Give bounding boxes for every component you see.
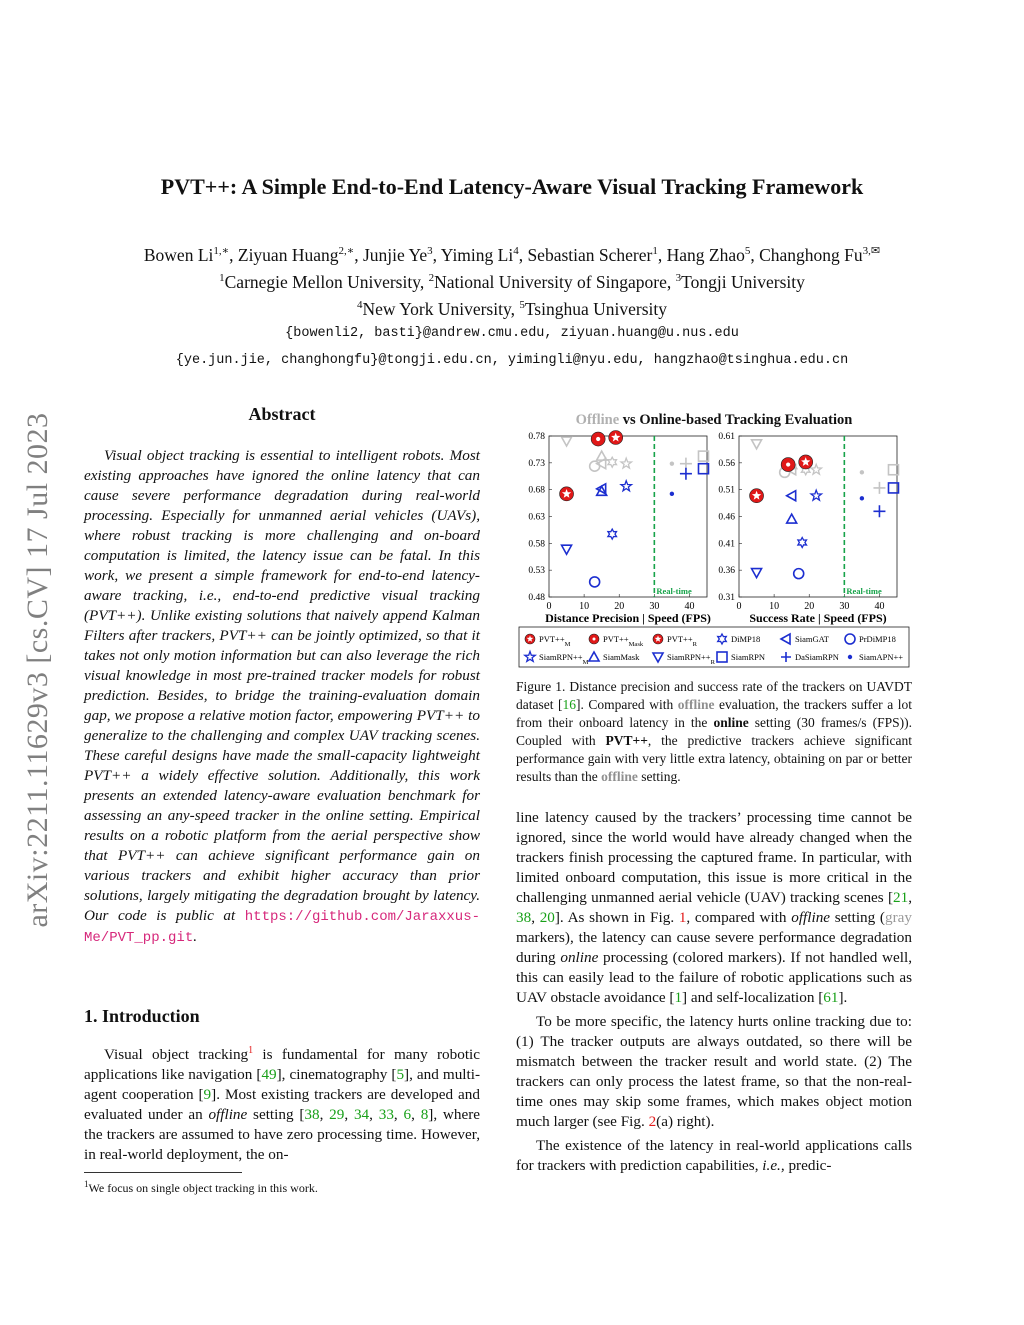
figure-legend [525,634,903,666]
body-text: ]. As shown in Fig. [554,909,679,926]
abstract-body: Visual object tracking is essential to intelligent robots. Most existing approaches have ignored the online latency that can cause severe performance degradation during real-world processing. Especially for unmanned aerial vehicles (UAVs), where robust tracking is more challenging and on-board computation is limited, the latency issue can be fatal. In this work, we present a simple framework for end-to-end latency-aware tracking, i.e., end-to-end predictive visual tracking (PVT++). Unlike existing solutions that naively append Kalman Filters after trackers, PVT++ can be jointly optimized, so that it takes not only motion information but can also leverage the rich visual knowledge in most pre-trained tracker models for robust prediction. Besides, to bridge the training-evaluation domain gap, we propose a relative motion factor, empowering PVT++ to generalize to the challenging and complex UAV tracking scenes. These careful designs have made the small-capacity lightweight PVT++ a widely effective solution. Additionally, this work presents an extended latency-aware evaluation benchmark for assessing an any-speed tracker in the online setting. Empirical results on a robotic platform from the aerial perspective show that PVT++ can achieve significant performance gain on various trackers and exhibit higher accuracy than prior solutions, largely mitigating the degradation brought by latency. Our code is public at [84,447,480,924]
x-tick-label: 10 [579,601,590,612]
legend-marker [717,652,727,662]
legend-label: $PVT++_M$ [539,634,571,648]
figure-1-plot [516,408,912,668]
legend-marker [653,653,663,662]
body-text: The existence of the latency in real-world applications calls for trackers with prediction capabilities, [516,1137,912,1174]
legend-label: SiamGAT [795,634,829,644]
affiliation-name: Tongji University [681,271,805,292]
caption-text: setting. [637,769,681,784]
legend-label: SiamAPN++ [859,652,904,662]
arxiv-id: arXiv:2211.11629v3 [cs.CV] 17 Jul 2023 [21,412,54,928]
citation[interactable]: 34 [353,1106,370,1124]
citation[interactable]: 16 [562,697,577,712]
online-marker-inner [786,462,790,466]
intro-paragraph: Visual object tracking$^1$ is fundamental for many robotic applications like navigation [49], cinematography [5], and multi-agent cooperation [9]. Most existing trackers are developed and evaluated under an offline setting [38, 29, 34, 33, 6, 8], where the trackers are assumed to have zero processing time. However, in real-world deployment, the on- [84,1045,481,1164]
caption-text: setting (30 frames/s (FPS)). Coupled with [516,715,912,748]
citation[interactable]: 6 [403,1106,412,1124]
y-tick-label: 0.48 [528,593,545,603]
section-heading-introduction: 1. Introduction [84,1006,200,1026]
figure-title-rest: vs Online-based Tracking Evaluation [619,412,853,428]
intro-text: ], and multi-agent cooperation [ [84,1066,481,1104]
legend-marker [589,652,599,661]
caption-text: evaluation, the trackers suffer a lot from their onboard latency in the [516,697,912,730]
citation[interactable]: 33 [378,1106,394,1124]
x-tick-label: 10 [769,601,780,612]
figure-title [576,412,853,428]
body-text: ]. [838,989,848,1006]
realtime-label: Real-time [656,586,692,596]
y-tick-label: 0.53 [528,566,545,577]
legend-marker [525,652,535,662]
code-link[interactable]: https://github.com/Jaraxxus-Me/PVT_pp.git [84,909,481,946]
legend-label: SiamMask [603,652,640,662]
plot-area [549,436,707,597]
x-tick-label: 30 [839,601,850,612]
body-emph: online [560,949,599,966]
y-tick-label: 0.78 [528,432,545,442]
legend-label: SiamRPN [731,652,766,662]
body-gray-word: gray [885,909,912,926]
legend-label: $PVT++_{Mask}$ [603,634,644,648]
citation[interactable]: 5 [396,1066,405,1084]
x-tick-label: 0 [546,601,552,612]
citation[interactable]: 1 [674,989,683,1006]
affiliation-name: New York University [362,298,511,319]
x-tick-label: 20 [804,601,815,612]
body-text: ] and self-localization [ [682,989,824,1006]
figure-title-offline: Offline [575,412,620,428]
legend-label: DaSiamRPN [795,652,839,662]
affiliation-mark: 5 [519,298,525,311]
online-marker [860,496,864,500]
affiliation-mark: 2 [428,271,435,284]
y-tick-label: 0.58 [528,539,545,550]
legend-label: DiMP18 [731,634,761,644]
citation[interactable]: 38 [516,909,532,926]
legend-sub: R [692,641,697,648]
x-axis-label: Success Rate | Speed (FPS) [749,611,887,625]
footnote [84,1179,480,1196]
y-tick-label: 0.41 [718,539,735,550]
affiliation-mark: 4 [513,245,519,257]
legend-marker [848,655,852,659]
body-text: line latency caused by the trackers’ processing time cannot be ignored, since the world would have already changed when the trackers finish processing the captured frame. In particular, with limited onboard computation, this issue is more critical in the challenging unmanned aerial vehicle (UAV) tracking scenes [ [516,809,912,906]
author-name: Changhong Fu [759,244,863,265]
y-tick-label: 0.51 [718,485,735,496]
figure-ref[interactable]: 2 [648,1113,657,1130]
affiliation-mark: 1 [219,271,225,284]
legend-marker [781,634,790,644]
x-tick-label: 30 [649,601,660,612]
affiliation-line-2: $^4$New York University, $^5$Tsinghua University [356,298,668,319]
legend-label: $SiamRPN++_M$ [539,652,589,666]
caption-offline: offline [677,697,715,712]
caption-offline: offline [601,769,638,784]
y-tick-label: 0.46 [718,512,735,523]
author-name: Ziyuan Huang [237,244,339,265]
body-text: processing (colored markers). If not handled well, this can easily lead to the failure of robotic applications such as UAV obstacle avoidance [ [516,949,912,1006]
citation[interactable]: 29 [329,1106,345,1124]
x-tick-label: 0 [736,601,742,612]
figure-1 [516,408,912,668]
affiliation-mark: 5 [744,245,751,257]
affiliation-mark: 3 [427,245,433,257]
body-text: To be more specific, the latency hurts online tracking due to: (1) The tracker outputs are always outdated, so there will be mismatch between the tracker result and world state. (2) The trackers can only process the latest frame, so that the non-real-time ones may skip some frames, which makes object motion much larger (see Fig. [516,1013,912,1130]
online-marker-inner [596,437,600,441]
intro-text: setting [ [247,1106,305,1124]
author-block [0,240,1024,372]
panel-distance-precision [528,431,711,625]
legend-label: $PVT++_R$ [667,634,697,648]
citation[interactable]: 20 [539,909,555,926]
email-line-2: {ye.jun.jie, changhongfu}@tongji.edu.cn, yimingli@nyu.edu, hangzhao@tsinghua.edu.cn [175,353,849,369]
y-tick-label: 0.68 [528,485,545,496]
y-tick-label: 0.31 [718,593,735,603]
author-line: Bowen $Li^{1,∗}$, Ziyuan Huang$^{2,∗}$, Junjie Ye$^3$, Yiming Li$^4$, Sebastian Scherer$^1$, Hang Zhao$^5$, Changhong $Fu^{3,✉}$ [143,244,881,265]
paper-title: PVT++: A Simple End-to-End Latency-Aware Visual Tracking Framework [160,174,864,199]
caption-pvt: PVT++ [605,733,648,748]
affiliation-mark: 4 [356,298,363,311]
body-text: setting ( [830,909,885,926]
citation[interactable]: 49 [261,1066,277,1084]
x-tick-label: 40 [684,601,695,612]
legend-marker [718,634,727,644]
caption-online: online [713,715,749,730]
legend-marker [781,652,791,662]
affiliation-mark: 1 [652,245,658,257]
affiliation-mark: 2,∗ [338,245,355,257]
body-text: (a) right). [656,1113,715,1130]
body-text: , compared with [686,909,792,926]
footnote-ref[interactable]: 1 [248,1045,254,1056]
legend-marker [845,634,855,644]
citation[interactable]: 38 [304,1106,320,1124]
panel-success-rate [718,432,898,625]
legend-sub: R [710,659,715,666]
citation[interactable]: 8 [420,1106,429,1124]
intro-text: ]. Most existing trackers are developed and evaluated under an [84,1086,480,1124]
realtime-label: Real-time [846,586,882,596]
y-tick-label: 0.63 [528,512,545,523]
citation[interactable]: 9 [203,1086,212,1104]
body-emph: offline [791,909,831,926]
body-emph: i.e., [762,1157,785,1174]
legend-marker-inner [593,638,596,641]
legend-label: PrDiMP18 [859,634,896,644]
affiliation-name: Carnegie Mellon University [224,271,420,292]
caption-text: , the predictive trackers achieve significant performance gain with very little extra latency, obtaining on par or better results than the [516,733,912,784]
author-name: Junjie Ye [362,244,428,265]
offline-marker [860,470,864,474]
intro-emph: offline [208,1106,248,1124]
arxiv-stamp [18,360,58,980]
email-line-1: {bowenli2, basti}@andrew.cmu.edu, ziyuan.huang@u.nus.edu [285,326,739,342]
author-name: Bowen Li [143,244,214,265]
figure-caption [516,678,912,786]
legend-sub: M [582,659,589,666]
affiliation-mark: 3 [675,271,682,284]
intro-text: Visual object tracking [104,1046,249,1064]
online-marker [670,492,674,496]
right-column-text: line latency caused by the trackers’ processing time cannot be ignored, since the world would have already changed when the trackers finish processing the captured frame. In particular, with limited onboard computation, this issue is more critical in the challenging unmanned aerial vehicle (UAV) tracking scenes [21, 38, 20]. As shown in Fig. 1, compared with offline setting (gray markers), the latency can cause severe performance degradation during online processing (colored markers). If not handled well, this can easily lead to the failure of robotic applications such as UAV obstacle avoidance [1] and self-localization [61]. To be more specific, the latency hurts online tracking due to: (1) The tracker outputs are always outdated, so there will be mismatch between the tracker result and world state. (2) The trackers can only process the latest frame, so that the non-real-time ones may skip some frames, which makes object motion much larger (see Fig. 2(a) right). The existence of the latency in real-world applications calls for trackers with prediction capabilities, i.e., predic- [516,809,912,1174]
intro-text: ], cinematography [ [276,1066,397,1084]
legend-sub: Mask [628,641,644,648]
caption-text: ]. Compared with [576,697,678,712]
author-name: Sebastian Scherer [527,244,653,265]
intro-text: is fundamental for many robotic applications like navigation [ [84,1046,481,1084]
author-name: Hang Zhao [666,244,745,265]
affiliation-line-1: $^1$Carnegie Mellon University, $^2$National University of Singapore, $^3$Tongji University [219,271,805,292]
footnote-mark: 1 [84,1179,89,1189]
abstract-heading: Abstract [248,404,316,424]
plot-area [739,436,897,597]
offline-marker [670,461,674,465]
footnote-rule [84,1172,242,1173]
x-axis-label: Distance Precision | Speed (FPS) [545,611,711,625]
y-tick-label: 0.36 [718,566,735,577]
body-text: predic- [784,1157,832,1174]
caption-text: Figure 1. Distance precision and success rate of the trackers on UAVDT dataset [ [516,679,912,712]
abstract-end: . [193,928,198,945]
intro-text: ], where the trackers are assumed to have zero processing time. However, in real-world deployment, the on- [84,1106,481,1164]
y-tick-label: 0.61 [718,432,735,442]
citation[interactable]: 21 [893,889,909,906]
y-tick-label: 0.73 [528,458,545,469]
legend-label: $SiamRPN++_R$ [667,652,715,666]
legend-sub: M [564,641,571,648]
affiliation-mark: 3,✉ [862,245,881,257]
affiliation-name: National University of Singapore [434,271,667,292]
figure-ref[interactable]: 1 [678,909,687,926]
affiliation-name: Tsinghua University [524,298,668,319]
affiliation-mark: 1,∗ [213,245,230,257]
citation[interactable]: 61 [823,989,839,1006]
body-text: markers), the latency can cause severe performance degradation during [516,929,912,966]
author-name: Yiming Li [440,244,514,265]
x-tick-label: 40 [874,601,885,612]
x-tick-label: 20 [614,601,625,612]
footnote-text: We focus on single object tracking in this work. [88,1181,318,1195]
y-tick-label: 0.56 [718,458,735,469]
abstract-text [84,446,480,948]
